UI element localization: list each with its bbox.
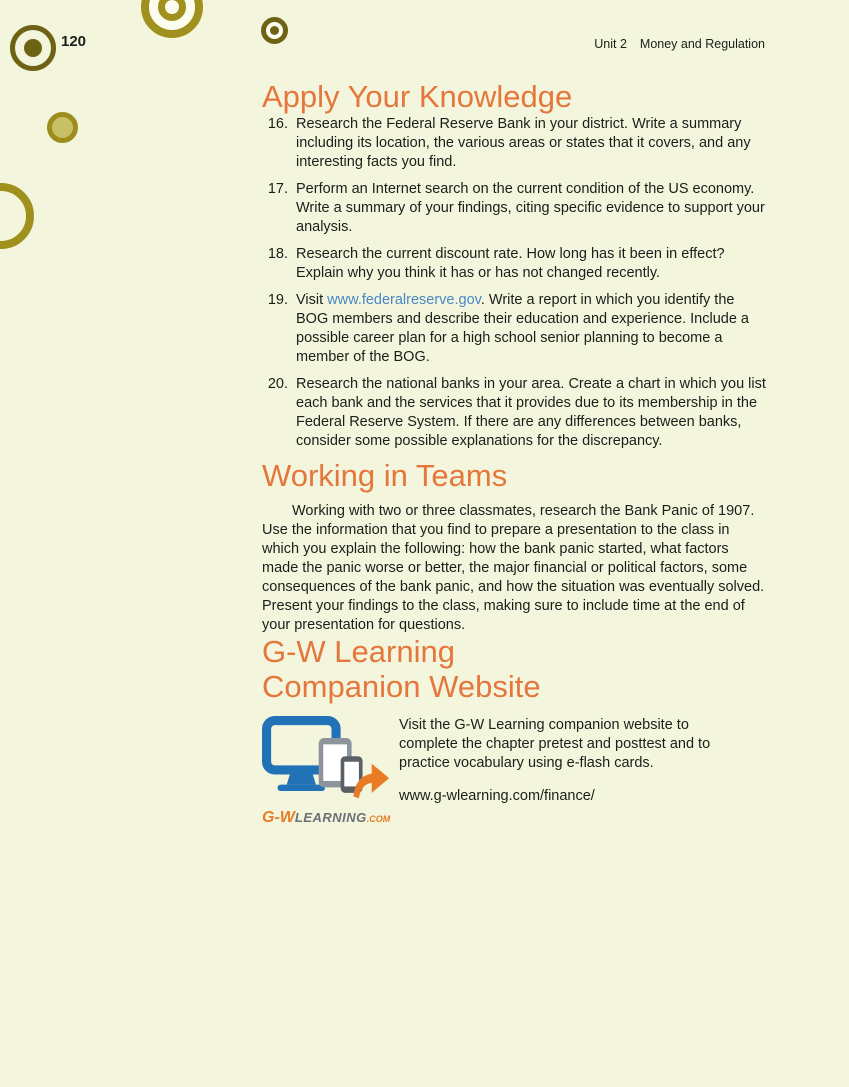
running-head <box>594 37 765 51</box>
section-title-working-in-teams: Working in Teams <box>262 457 508 493</box>
item-text: Research the current discount rate. How long has it been in effect? Explain why you think it has or has not changed recently. <box>296 245 725 281</box>
gw-title-line1: G-W Learning <box>262 634 455 670</box>
list-item <box>262 180 766 237</box>
gw-title-line2: Companion Website <box>262 669 541 705</box>
section-title-gw-learning <box>262 635 766 704</box>
list-item <box>262 291 766 367</box>
gw-learning-url: www.g-wlearning.com/finance/ <box>399 787 595 804</box>
item-text: Perform an Internet search on the current condition of the US economy. Write a summary of your findings, citing specific evidence to support your analysis. <box>296 180 765 235</box>
item-text: Research the national banks in your area. Create a chart in which you list each bank and the services that it provides due to its membership in the Federal Reserve System. If there are any differences between banks, consider some possible explanations for the discrepancy. <box>296 375 766 449</box>
list-item <box>262 375 766 451</box>
item-number: 20. <box>267 375 288 392</box>
edge-ring-circle-decoration <box>0 183 34 249</box>
gw-learning-paragraph: Visit the G-W Learning companion website to complete the chapter pretest and posttest and to practice vocabulary using e-flash cards. <box>399 716 711 771</box>
running-head-unit: Unit 2 <box>594 37 627 51</box>
list-item <box>262 245 766 283</box>
item-text-post: . Write a report in which you identify the BOG members and describe their education and experience. Include a possible career plan for a high school senior planning to become a member of the BOG. <box>296 291 749 365</box>
item-number: 19. <box>267 291 288 308</box>
filled-circle-decoration <box>47 112 78 143</box>
logo-learning-text: LEARNING <box>294 809 367 825</box>
gw-learning-logo <box>262 716 399 827</box>
federalreserve-link[interactable]: www.federalreserve.gov <box>327 291 481 308</box>
item-number: 16. <box>267 115 288 132</box>
inner-ring <box>158 0 186 21</box>
list-item <box>262 115 766 172</box>
bullseye-circle-decoration <box>10 25 56 71</box>
double-ring-circle-decoration <box>141 0 203 38</box>
item-text: Research the Federal Reserve Bank in your district. Write a summary including its location, the various areas or states that it covers, and any interesting facts you find. <box>296 115 751 170</box>
section-title-apply-your-knowledge: Apply Your Knowledge <box>262 79 573 114</box>
item-text-pre: Visit <box>296 291 328 308</box>
gw-logo-wordmark <box>262 809 399 827</box>
logo-com-text: .COM <box>366 813 391 824</box>
running-head-title: Money and Regulation <box>639 37 765 51</box>
circle-dot <box>270 26 279 35</box>
item-number: 18. <box>267 245 288 262</box>
item-text <box>296 291 766 367</box>
small-ring-circle-decoration <box>261 17 288 44</box>
item-number: 17. <box>267 180 288 197</box>
working-in-teams-paragraph: Working with two or three classmates, research the Bank Panic of 1907. Use the information that you find to prepare a presentation to the class in which you explain the following: how the bank panic started, what factors made the panic worse or better, the major financial or political factors, some consequences of the bank panic, and how the situation was eventually solved. Present your findings to the class, making sure to include time at the end of your presentation for questions. <box>262 503 765 634</box>
gw-learning-block <box>262 716 766 827</box>
logo-gw-text: G-W <box>262 808 295 826</box>
apply-your-knowledge-list <box>262 115 766 451</box>
circle-dot <box>24 39 42 57</box>
page-number: 120 <box>61 33 87 50</box>
main-content <box>262 80 766 827</box>
gw-learning-text-column <box>399 716 766 827</box>
devices-logo-icon <box>262 716 390 802</box>
